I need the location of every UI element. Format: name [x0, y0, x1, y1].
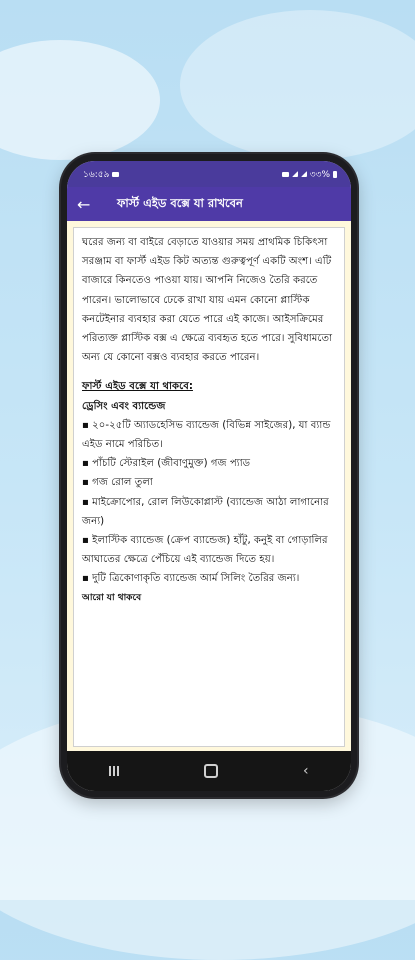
recents-icon[interactable]: [109, 766, 119, 776]
signal-icon: [301, 171, 307, 177]
notification-icon: [112, 172, 119, 177]
status-time: ১৬:৫৯: [83, 169, 110, 180]
signal-icon: [292, 171, 298, 177]
section-heading: ফার্স্ট এইড বক্সে যা থাকবে:: [82, 381, 193, 393]
list-item: ▪ ২০-২৫টি অ্যাডহেসিভ ব্যান্ডেজ (বিভিন্ন সাইজের), যা ব্যান্ড এইড নামে পরিচিত।: [82, 419, 331, 451]
list-item: ▪ গজ রোল তুলা: [82, 477, 153, 489]
status-bar: [67, 161, 351, 187]
list-item: ▪ মাইক্রোপোর, রোল লিউকোপ্লাস্ট (ব্যান্ডেজ আঠা লাগানোর জন্য): [82, 496, 329, 527]
back-chevron-icon[interactable]: ‹: [302, 763, 309, 779]
wifi-icon: [282, 172, 289, 177]
list-item: ▪ পাঁচটি স্টেরাইল (জীবাণুমুক্ত) গজ প্যাড: [82, 458, 251, 470]
page-title: ফার্স্ট এইড বক্সে যা রাখবেন: [117, 195, 243, 210]
cut-off-heading: আরো যা থাকবে: [82, 592, 142, 603]
app-bar: [67, 187, 351, 221]
arrow-left-icon[interactable]: ←: [77, 194, 91, 214]
background-cloud: [180, 10, 415, 160]
phone-screen: [67, 161, 351, 791]
article-card: [73, 227, 345, 747]
battery-icon: [333, 171, 337, 178]
sub-heading: ড্রেসিং এবং ব্যান্ডেজ: [82, 400, 166, 412]
battery-level: ৩৩%: [309, 169, 330, 180]
content-area[interactable]: [67, 221, 351, 751]
system-nav-bar: [67, 751, 351, 791]
list-item: ▪ দুটি ত্রিকোণাকৃতি ব্যান্ডেজ আর্ম সিলিং তৈরির জন্য।: [82, 573, 300, 585]
home-icon[interactable]: [204, 764, 218, 778]
phone-frame: [61, 154, 357, 797]
intro-paragraph: ঘরের জন্য বা বাইরে বেড়াতে যাওয়ার সময় প্রাথমিক চিকিৎসা সরঞ্জাম বা ফার্স্ট এইড কিট অত্যন্ত গুরুত্বপূর্ণ একটি অংশ। এটি বাজারে কিনতেও পাওয়া যায়। আপনি নিজেও তৈরি করতে পারেন। ভালোভাবে ঢেকে রাখা যায় এমন কোনো প্লাস্টিক কনটেইনার ব্যবহার করা যেতে পারে এই কাজে। আইসক্রিমের পরিত্যক্ত প্লাস্টিক বক্স এ ক্ষেত্রে ব্যবহৃত হতে পারে। সুবিধামতো অন্য যে কোনো বক্সও ব্যবহার করতে পারেন।: [82, 237, 333, 364]
background-cloud: [0, 40, 160, 160]
list-item: ▪ ইলাস্টিক ব্যান্ডেজ (ক্রেপ ব্যান্ডেজ) হাঁটু, কনুই বা গোড়ালির আঘাতের ক্ষেত্রে পেঁচিয়ে এই ব্যান্ডেজ দিতে হয়।: [82, 535, 328, 566]
